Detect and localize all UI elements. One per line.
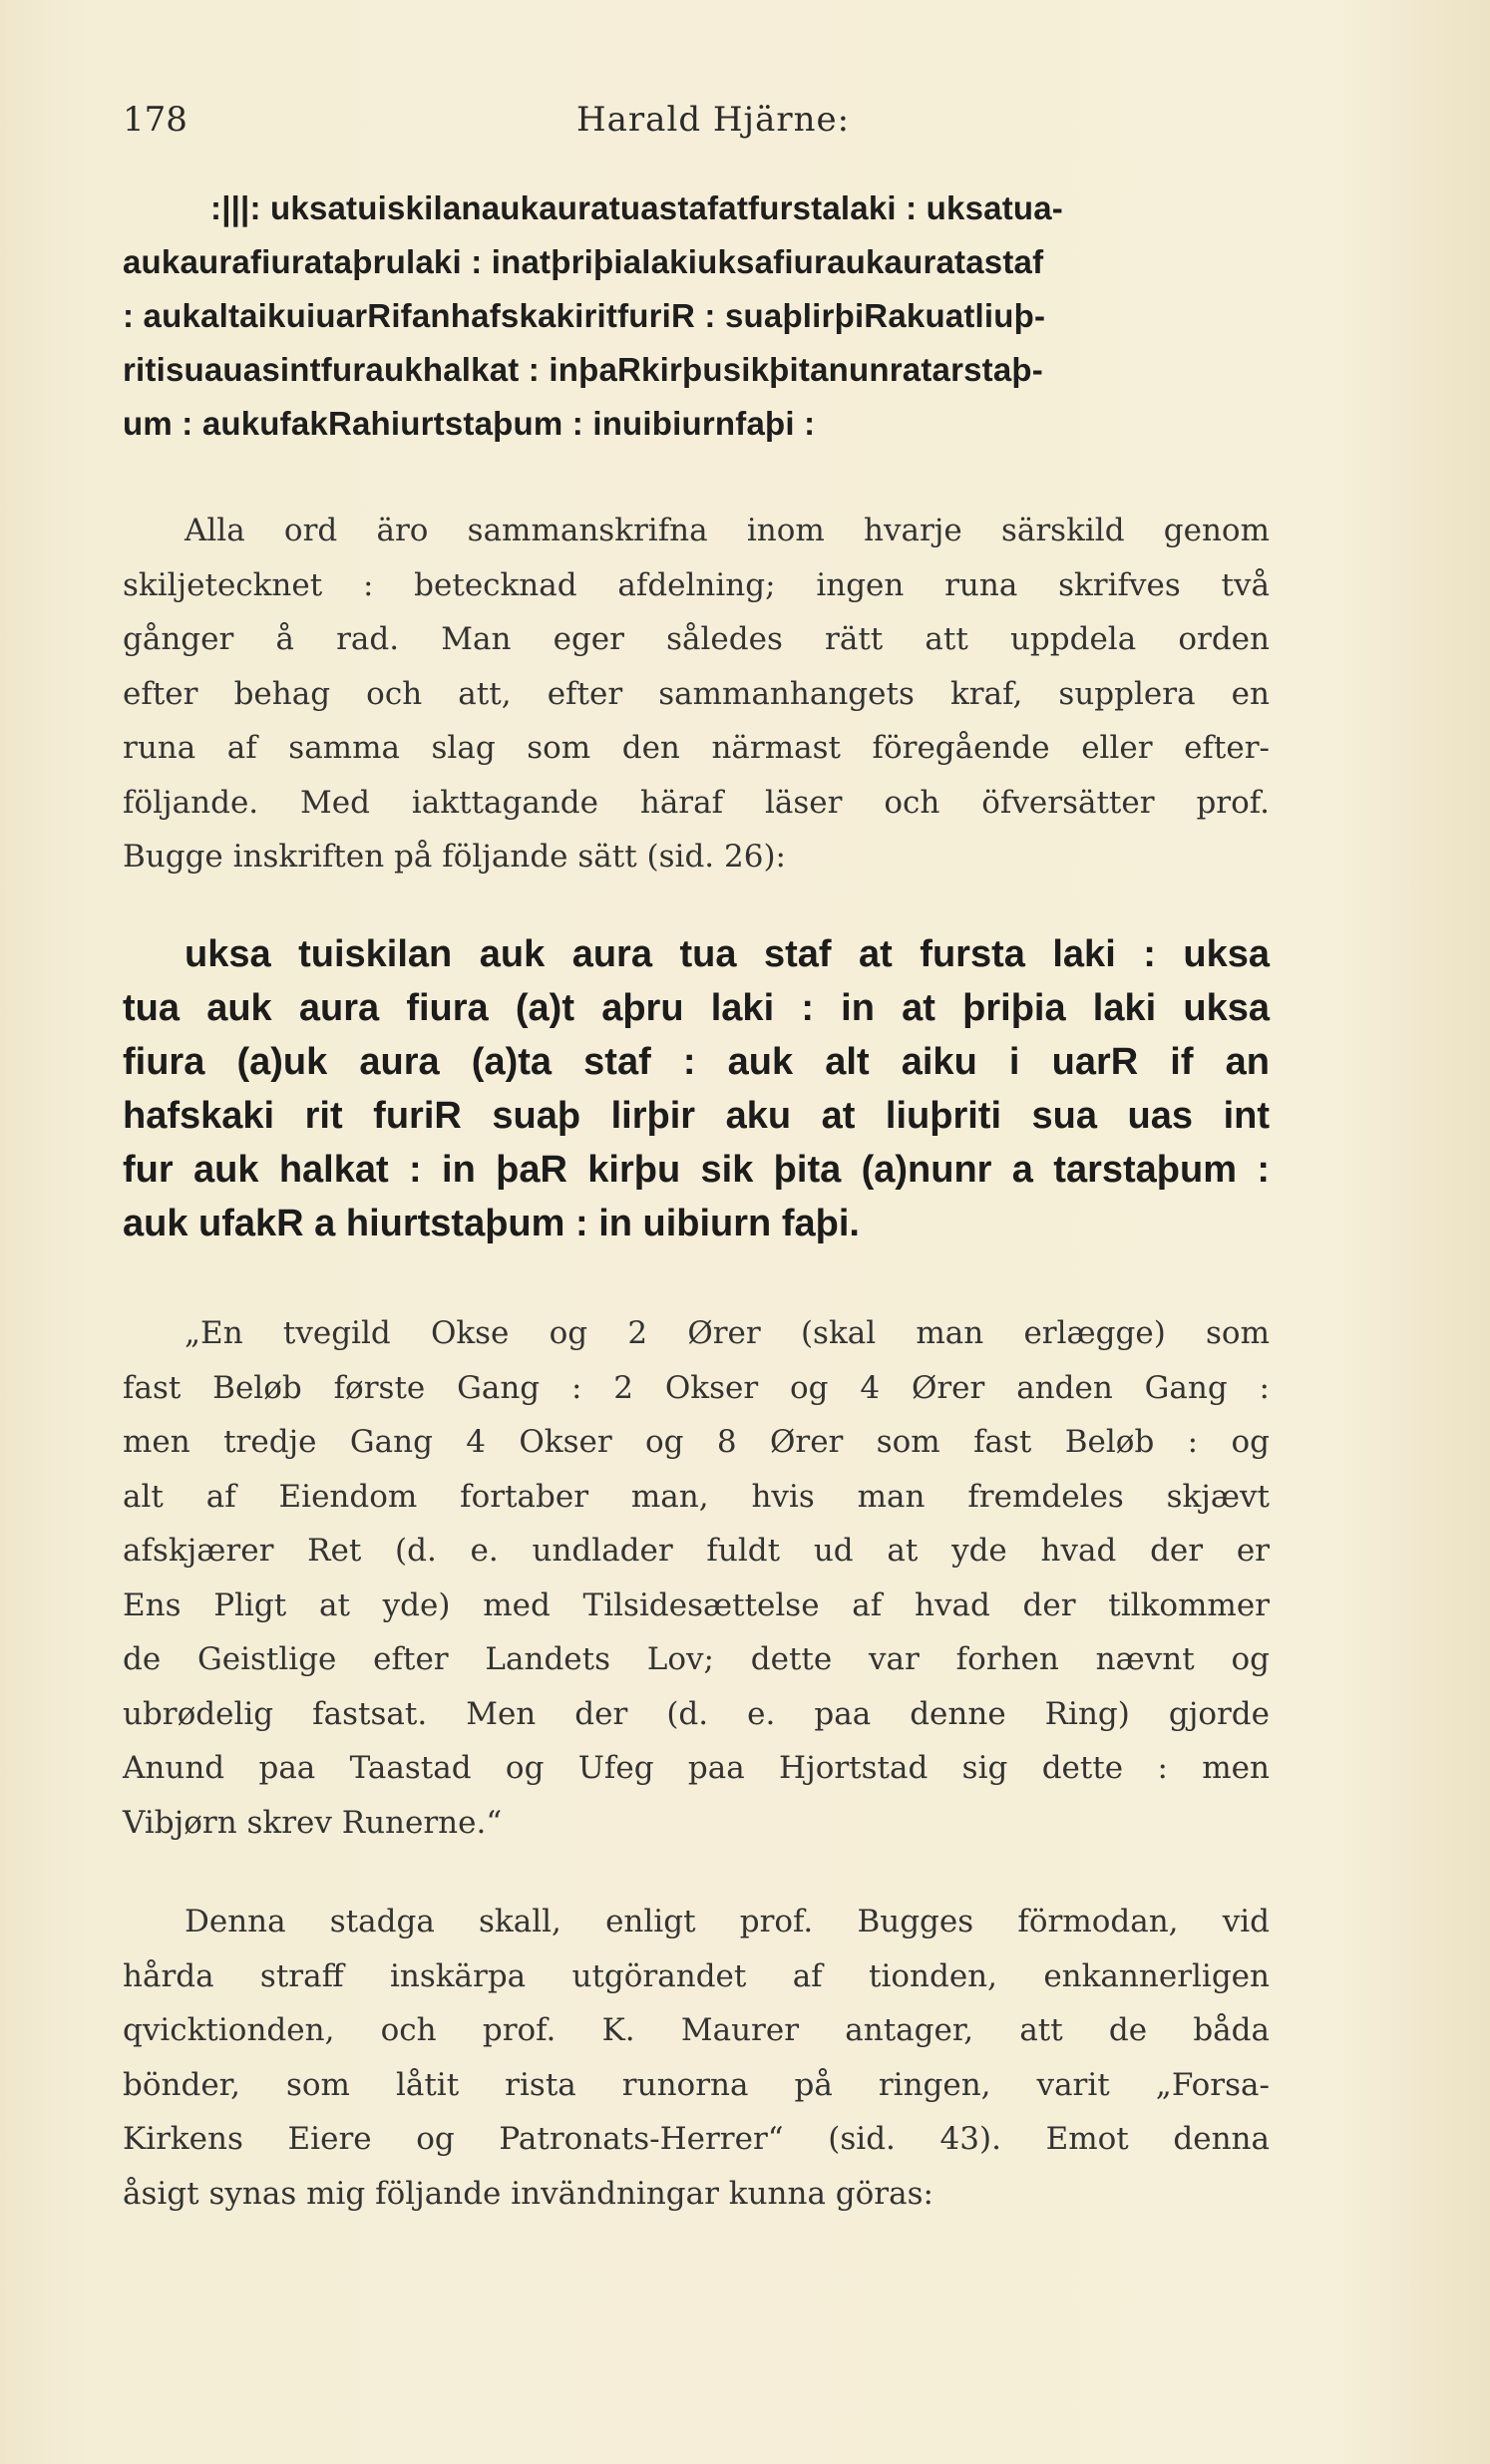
runic-line: ritisuauasintfuraukhalkat : inþaRkirþusikþitanunratarstaþ- bbox=[123, 351, 1043, 388]
transcription-line: tua auk aura fiura (a)t aþru laki : in at þriþia laki uksa bbox=[123, 987, 1270, 1029]
transcription-block bbox=[123, 927, 1270, 1250]
text-line: men tredje Gang 4 Okser og 8 Ører som fast Beløb : og bbox=[123, 1424, 1270, 1460]
text-line: skiljetecknet : betecknad afdelning; ingen runa skrifves två bbox=[123, 566, 1270, 603]
text-line: Bugge inskriften på följande sätt (sid. 26): bbox=[123, 839, 786, 875]
text-line: bönder, som låtit rista runorna på ringen, varit „Forsa- bbox=[123, 2066, 1270, 2103]
text-line: Kirkens Eiere og Patronats-Herrer“ (sid. 43). Emot denna bbox=[123, 2121, 1270, 2157]
running-head: Harald Hjärne: bbox=[576, 100, 851, 140]
text-line: ubrødelig fastsat. Men der (d. e. paa denne Ring) gjorde bbox=[123, 1695, 1270, 1732]
transcription-line: fur auk halkat : in þaR kirþu sik þita (a)nunr a tarstaþum : bbox=[123, 1149, 1270, 1191]
transcription-line: uksa tuiskilan auk aura tua staf at fursta laki : uksa bbox=[185, 933, 1270, 975]
page-header bbox=[123, 100, 1270, 150]
paragraph-argument bbox=[123, 1895, 1270, 2221]
text-line: alt af Eiendom fortaber man, hvis man fremdeles skjævt bbox=[123, 1478, 1270, 1515]
text-line: åsigt synas mig följande invändningar kunna göras: bbox=[123, 2175, 933, 2212]
text-line: följande. Med iakttagande häraf läser och öfversätter prof. bbox=[123, 784, 1270, 821]
transcription-line: hafskaki rit furiR suaþ lirþir aku at liuþriti sua uas int bbox=[123, 1095, 1270, 1137]
translation-quote bbox=[123, 1306, 1270, 1850]
text-line: de Geistlige efter Landets Lov; dette var forhen nævnt og bbox=[123, 1641, 1270, 1677]
transcription-line: fiura (a)uk aura (a)ta staf : auk alt aiku i uarR if an bbox=[123, 1041, 1270, 1083]
runic-line: :|||: uksatuiskilanaukauratuastafatfurstalaki : uksatua- bbox=[210, 189, 1063, 226]
runic-line: aukaurafiurataþrulaki : inatþriþialakiuksafiuraukauratastaf bbox=[123, 243, 1044, 280]
text-line: efter behag och att, efter sammanhangets kraf, supplera en bbox=[123, 675, 1270, 712]
transcription-line: auk ufakR a hiurtstaþum : in uibiurn faþi. bbox=[123, 1203, 860, 1244]
text-line: Anund paa Taastad og Ufeg paa Hjortstad sig dette : men bbox=[123, 1750, 1270, 1786]
text-line: Denna stadga skall, enligt prof. Bugges förmodan, vid bbox=[185, 1904, 1270, 1939]
runic-line: : aukaltaikuiuarRifanhafskakiritfuriR : suaþlirþiRakuatliuþ- bbox=[123, 297, 1046, 334]
text-line: Ens Pligt at yde) med Tilsidesættelse af hvad der tilkommer bbox=[123, 1586, 1270, 1623]
paragraph-description bbox=[123, 504, 1270, 884]
text-line: afskjærer Ret (d. e. undlader fuldt ud at yde hvad der er bbox=[123, 1533, 1270, 1569]
text-line: gånger å rad. Man eger således rätt att uppdela orden bbox=[123, 621, 1270, 657]
text-line: Alla ord äro sammanskrifna inom hvarje särskild genom bbox=[185, 513, 1270, 548]
text-line: „En tvegild Okse og 2 Ører (skal man erlægge) som bbox=[185, 1315, 1270, 1351]
text-line: hårda straff inskärpa utgörandet af tionden, enkannerligen bbox=[123, 1957, 1270, 1994]
text-line: Vibjørn skrev Runerne.“ bbox=[123, 1804, 503, 1841]
text-line: fast Beløb første Gang : 2 Okser og 4 Ører anden Gang : bbox=[123, 1369, 1270, 1406]
runic-line: um : aukufakRahiurtstaþum : inuibiurnfaþi : bbox=[123, 405, 816, 442]
page-number: 178 bbox=[123, 100, 187, 140]
runic-inscription-block bbox=[123, 181, 1270, 451]
text-line: qvicktionden, och prof. K. Maurer antager, att de båda bbox=[123, 2012, 1270, 2048]
text-line: runa af samma slag som den närmast föregående eller efter- bbox=[123, 730, 1270, 766]
